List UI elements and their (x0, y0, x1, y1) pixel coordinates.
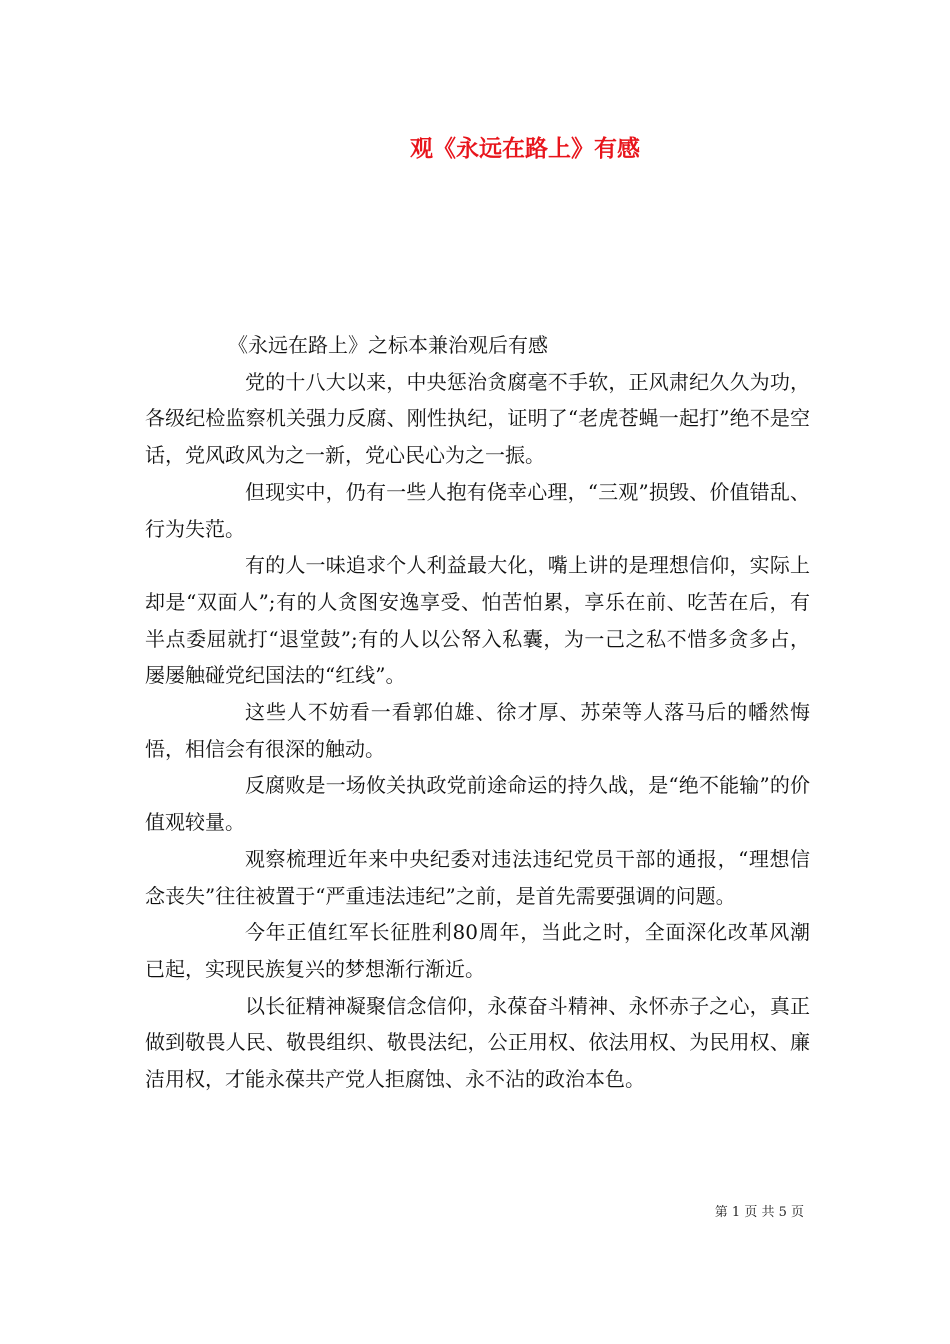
paragraph-6: 观察梳理近年来中央纪委对违法违纪党员干部的通报，“理想信念丧失”往往被置于“严重违法违纪”之前，是首先需要强调的问题。 (145, 846, 810, 908)
document-title: 观《永远在路上》有感 (410, 135, 640, 162)
document-subtitle: 《永远在路上》之标本兼治观后有感 (228, 333, 548, 357)
paragraph-5: 反腐败是一场攸关执政党前途命运的持久战，是“绝不能输”的价值观较量。 (145, 773, 810, 835)
document-body (145, 327, 810, 1098)
page-number-footer: 第 1 页 共 5 页 (714, 1205, 804, 1220)
paragraph-2: 但现实中，仍有一些人抱有侥幸心理，“三观”损毁、价值错乱、行为失范。 (145, 479, 810, 541)
paragraph-3: 有的人一味追求个人利益最大化，嘴上讲的是理想信仰，实际上却是“双面人”;有的人贪图安逸享受、怕苦怕累，享乐在前、吃苦在后，有半点委屈就打“退堂鼓”;有的人以公帑入私囊，为一己之私不惜多贪多占，屡屡触碰党纪国法的“红线”。 (145, 553, 810, 688)
paragraph-1: 党的十八大以来，中央惩治贪腐毫不手软，正风肃纪久久为功，各级纪检监察机关强力反腐、刚性执纪，证明了“老虎苍蝇一起打”绝不是空话，党风政风为之一新，党心民心为之一振。 (145, 369, 810, 468)
paragraph-7: 今年正值红军长征胜利80周年，当此之时，全面深化改革风潮已起，实现民族复兴的梦想渐行渐近。 (145, 920, 810, 981)
paragraph-4: 这些人不妨看一看郭伯雄、徐才厚、苏荣等人落马后的幡然悔悟，相信会有很深的触动。 (145, 700, 810, 761)
paragraph-8: 以长征精神凝聚信念信仰，永葆奋斗精神、永怀赤子之心，真正做到敬畏人民、敬畏组织、敬畏法纪，公正用权、依法用权、为民用权、廉洁用权，才能永葆共产党人拒腐蚀、永不沾的政治本色。 (145, 993, 810, 1092)
